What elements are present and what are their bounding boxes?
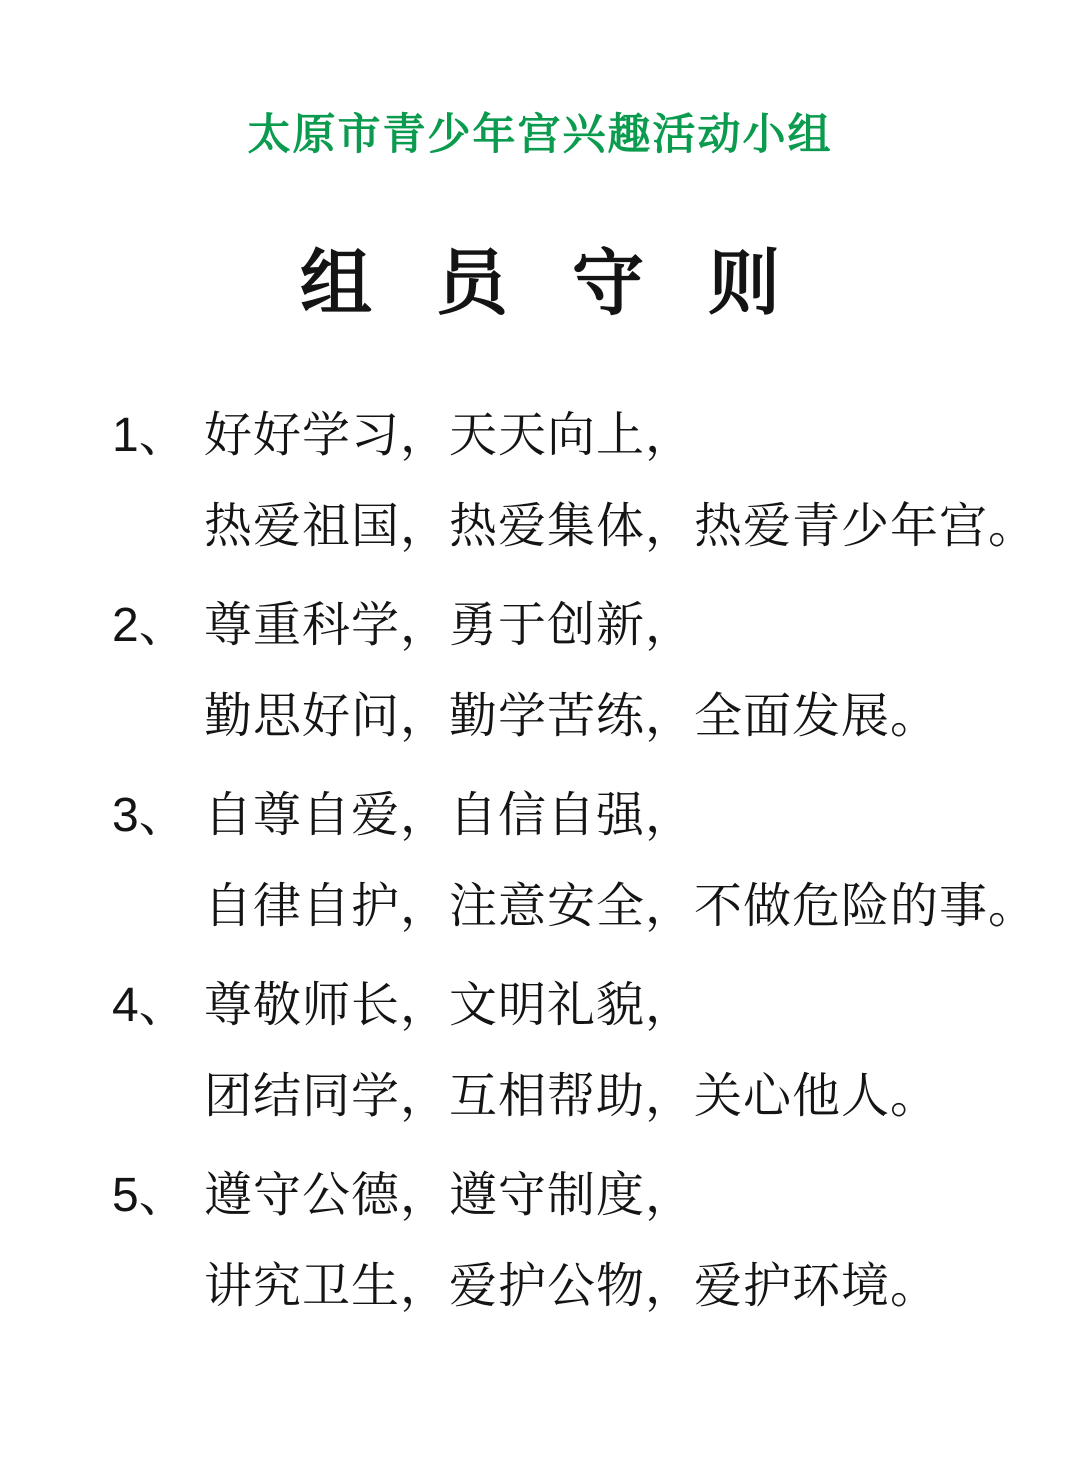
rule-first-line — [0, 1156, 1080, 1225]
list-item — [0, 776, 1080, 936]
rule-text-line-1: 遵守公德，遵守制度， — [204, 1169, 695, 1223]
rule-number: 5、 — [112, 1169, 187, 1223]
rule-number: 1、 — [112, 409, 187, 463]
page-title: 组 员 守 则 — [299, 244, 802, 325]
rule-text-line-2: 讲究卫生，爱护公物，爱护环境。 — [204, 1260, 940, 1314]
rules-list — [0, 324, 1080, 1316]
rule-first-line — [0, 586, 1080, 655]
list-item — [0, 586, 1080, 746]
list-item — [0, 396, 1080, 556]
rule-first-line — [0, 966, 1080, 1035]
rule-text-line-1: 尊重科学，勇于创新， — [204, 599, 695, 653]
rule-number: 2、 — [112, 599, 187, 653]
rule-text-line-1: 自尊自爱，自信自强， — [204, 789, 695, 843]
rule-number: 3、 — [112, 789, 187, 843]
rule-text-line-2: 自律自护，注意安全，不做危险的事。 — [204, 880, 1038, 934]
rule-text-line-2: 勤思好问，勤学苦练，全面发展。 — [204, 690, 940, 744]
rule-first-line — [0, 396, 1080, 465]
organization-title: 太原市青少年宫兴趣活动小组 — [247, 111, 833, 159]
rule-text-line-1: 尊敬师长，文明礼貌， — [204, 979, 695, 1033]
list-item — [0, 1156, 1080, 1316]
rule-number: 4、 — [112, 979, 187, 1033]
rule-text-line-2: 团结同学，互相帮助，关心他人。 — [204, 1070, 940, 1124]
list-item — [0, 966, 1080, 1126]
rule-text-line-2: 热爱祖国，热爱集体，热爱青少年宫。 — [204, 500, 1038, 554]
rule-first-line — [0, 776, 1080, 845]
rule-text-line-1: 好好学习，天天向上， — [204, 409, 695, 463]
